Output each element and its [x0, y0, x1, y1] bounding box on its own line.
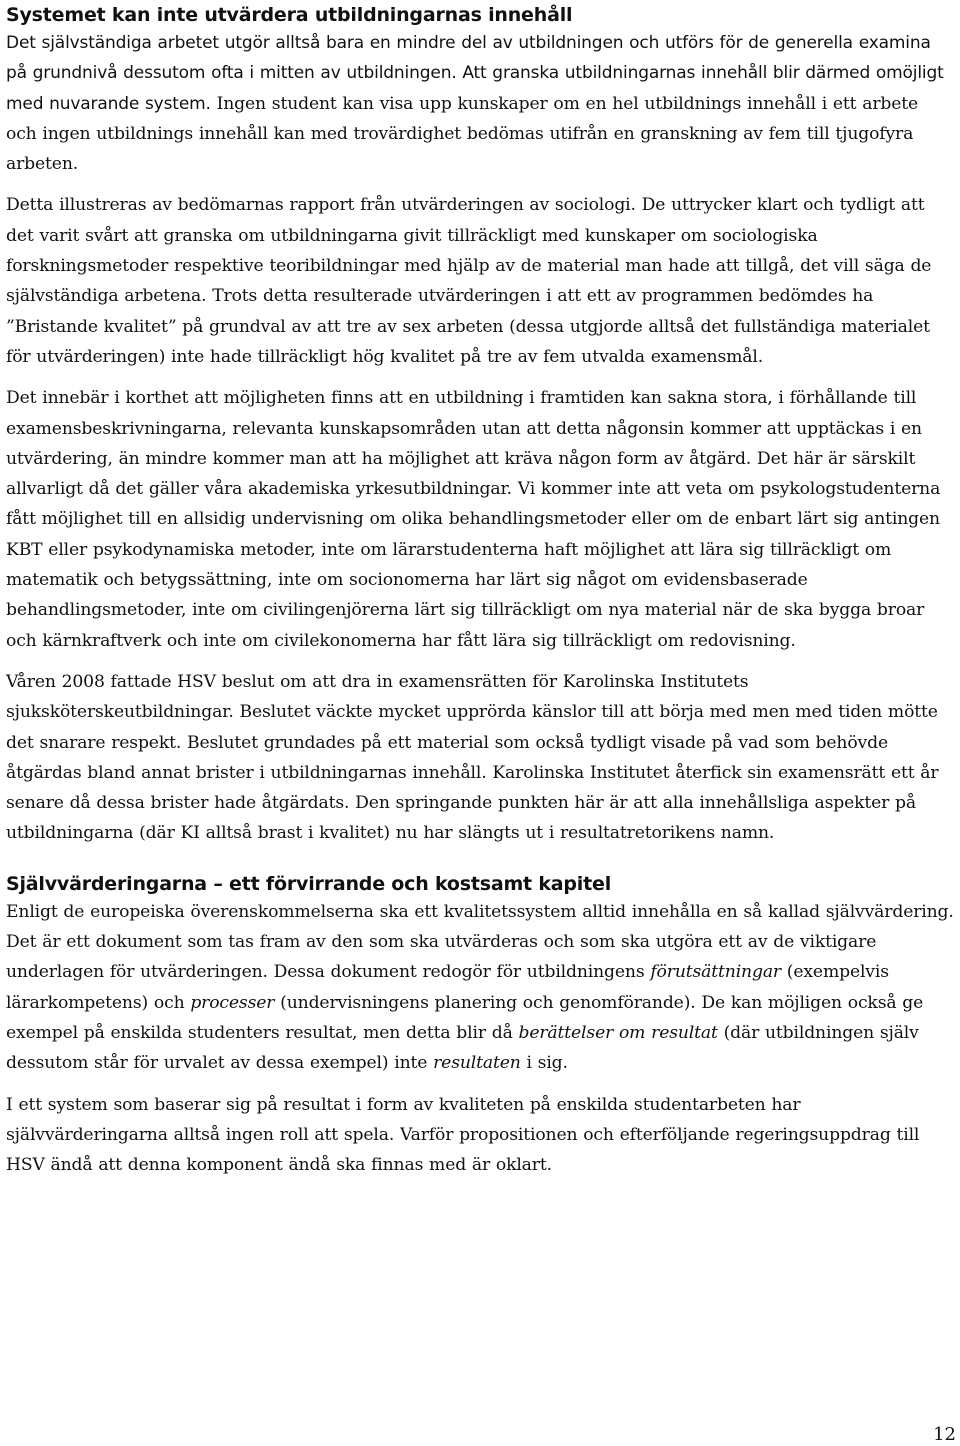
paragraph-5-part-a: Enligt de europeiska överenskommelserna ska ett kvalitetssystem alltid innehålla en så kallad självvärdering. Det är ett dokument som tas fram av den som ska utvärderas och som ska utgöra ett av de viktigare underlagen för utvärderingen. Dessa dokument redogör för utbildningens: [6, 901, 954, 983]
document-page: [6, 0, 954, 1191]
paragraph-5-part-d: (där utbildningen själv dessutom står för urvalet av dessa exempel) inte: [6, 1022, 919, 1074]
paragraph-5-part-c: (undervisningens planering och genomförande). De kan möjligen också ge exempel på enskilda studenters resultat, men detta blir då: [6, 992, 924, 1043]
paragraph-5: [6, 897, 954, 1079]
emphasis-processer: processer: [190, 992, 275, 1013]
section-heading-sjalvvarderingarna: Självvärderingarna – ett förvirrande och kostsamt kapitel: [6, 872, 612, 895]
paragraph-1-sans-part: Det självständiga arbetet utgör alltså bara en mindre del av utbildningen och utförs för de generella examina på grundnivå dessutom ofta i mitten av utbildningen. Att granska utbildningarnas innehåll blir därmed omöjligt med nuvarande system.: [6, 33, 944, 114]
page-number: 12: [933, 1424, 956, 1445]
emphasis-resultaten: resultaten: [433, 1053, 521, 1074]
paragraph-2: Detta illustreras av bedömarnas rapport från utvärderingen av sociologi. De uttrycker klart och tydligt att det varit svårt att granska om utbildningarna givit tillräckligt med kunskaper om sociologiska forskningsmetoder respektive teoribildningar med hjälp av de material man hade att tillgå, det vill säga de självständiga arbetena. Trots detta resulterade utvärderingen i att ett av programmen bedömdes ha ”Bristande kvalitet” på grundval av att tre av sex arbeten (dessa utgjorde alltså det fullständiga materialet för utvärderingen) inte hade tillräckligt hög kvalitet på tre av fem utvalda examensmål.: [6, 195, 932, 367]
paragraph-6: I ett system som baserar sig på resultat i form av kvaliteten på enskilda studentarbeten har självvärderingarna alltså ingen roll att spela. Varför propositionen och efterföljande regeringsuppdrag till HSV ändå att denna komponent ändå ska finnas med är oklart.: [6, 1094, 920, 1176]
emphasis-forutsattningar: förutsättningar: [650, 962, 781, 983]
paragraph-1-serif-part: Ingen student kan visa upp kunskaper om en hel utbildnings innehåll i ett arbete och ingen utbildnings innehåll kan med trovärdighet bedömas utifrån en granskning av fem till tjugofyra arbeten.: [6, 93, 919, 175]
paragraph-5-part-e: i sig.: [520, 1053, 568, 1074]
paragraph-5-part-b: (exempelvis lärarkompetens) och: [6, 962, 889, 1013]
emphasis-berattelser-om-resultat: berättelser om resultat: [518, 1022, 718, 1043]
paragraph-4: Våren 2008 fattade HSV beslut om att dra in examensrätten för Karolinska Institutets sjuksköterskeutbildningar. Beslutet väckte mycket upprörda känslor till att börja med men med tiden mötte det snarare respekt. Beslutet grundades på ett material som också tydligt visade på vad som behövde åtgärdas bland annat brister i utbildningarnas innehåll. Karolinska Institutet återfick sin examensrätt ett år senare då dessa brister hade åtgärdats. Den springande punkten här är att alla innehållsliga aspekter på utbildningarna (där KI alltså brast i kvalitet) nu har slängts ut i resultatretorikens namn.: [6, 671, 939, 844]
section-heading-utvardera: Systemet kan inte utvärdera utbildningarnas innehåll: [6, 4, 573, 26]
paragraph-3: Det innebär i korthet att möjligheten finns att en utbildning i framtiden kan sakna stora, i förhållande till examensbeskrivningarna, relevanta kunskapsområden utan att detta någonsin kommer att upptäckas i en utvärdering, än mindre kommer man att ha möjlighet att kräva någon form av åtgärd. Det här är särskilt allvarligt då det gäller våra akademiska yrkesutbildningar. Vi kommer inte att veta om psykologstudenterna fått möjlighet till en allsidig undervisning om olika behandlingsmetoder eller om de enbart lärt sig antingen KBT eller psykodynamiska metoder, inte om lärarstudenterna haft möjlighet att lära sig tillräckligt om matematik och betygssättning, inte om socionomerna har lärt sig något om evidensbaserade behandlingsmetoder, inte om civilingenjörerna lärt sig tillräckligt om nya material när de ska bygga broar och kärnkraftverk och inte om civilekonomerna har fått lära sig tillräckligt om redovisning.: [6, 388, 941, 651]
paragraph-1: [6, 28, 954, 179]
